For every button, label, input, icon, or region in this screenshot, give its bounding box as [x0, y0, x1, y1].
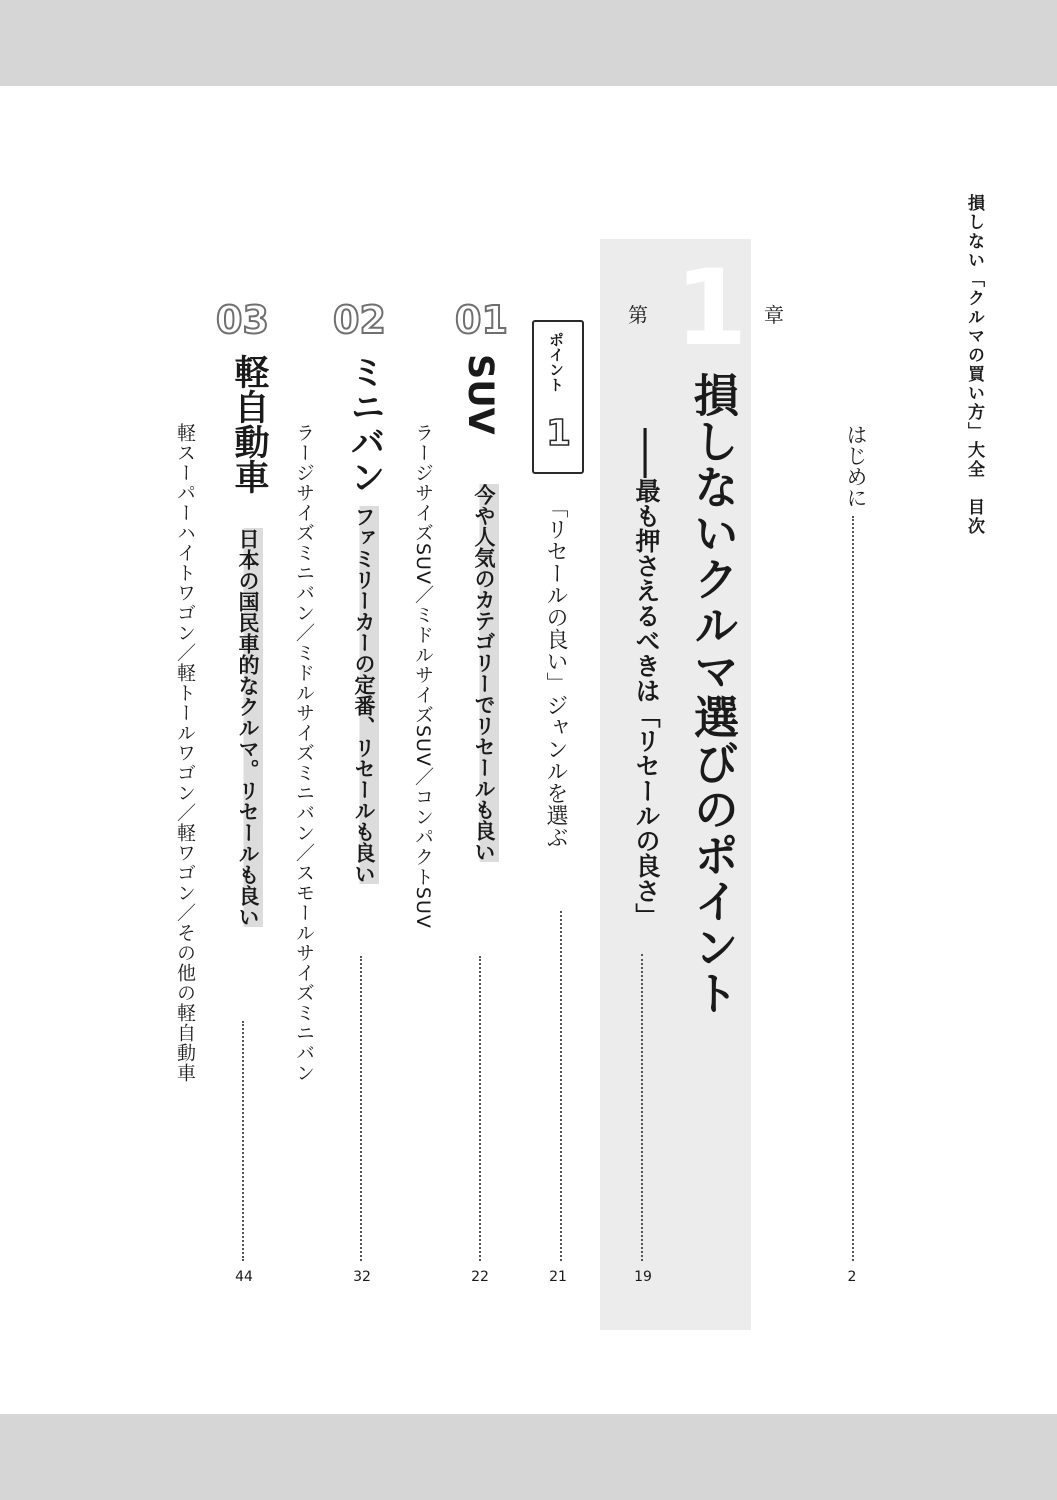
chapter-title[interactable]: 損しないクルマ選びのポイント	[686, 372, 739, 1016]
section-03-leader-dots	[242, 1021, 244, 1261]
chapter-leader-dots	[641, 954, 643, 1261]
point-page[interactable]: 21	[549, 1269, 567, 1285]
chapter-page[interactable]: 19	[634, 1269, 652, 1285]
section-03-tagline: 日本の国民車的なクルマ。リセールも良い	[233, 528, 263, 927]
intro-page[interactable]: 2	[847, 1269, 857, 1285]
section-02-tagline: ファミリーカーの定番、リセールも良い	[349, 506, 379, 884]
section-02-heading[interactable]: ミニバン	[345, 354, 385, 494]
section-03-page[interactable]: 44	[235, 1269, 253, 1285]
point-number: 1	[546, 413, 572, 454]
section-01-number: 01	[455, 298, 508, 342]
point-badge	[532, 320, 584, 474]
chapter-prefix: 第	[628, 303, 648, 327]
point-leader-dots	[560, 911, 562, 1261]
book-title: 損しない「クルマの買い方」大全 目次	[964, 194, 984, 536]
intro-label: はじめに	[844, 424, 868, 508]
section-01-items: ラージサイズSUV／ミドルサイズSUV／コンパクトSUV	[412, 423, 434, 929]
section-02-items: ラージサイズミニバン／ミドルサイズミニバン／スモールサイズミニバン	[293, 423, 315, 1083]
section-02-leader-dots	[360, 956, 362, 1261]
point-label: ポイント	[547, 332, 565, 392]
toc-page	[0, 86, 1057, 1414]
section-01-leader-dots	[479, 956, 481, 1261]
chapter-number: 1	[675, 247, 748, 369]
intro-leader-dots	[852, 516, 854, 1261]
section-03-heading[interactable]: 軽自動車	[229, 354, 269, 494]
chapter-suffix: 章	[764, 303, 784, 327]
section-02-number: 02	[333, 298, 386, 342]
section-01-heading[interactable]: SUV	[460, 354, 500, 435]
section-03-number: 03	[216, 298, 269, 342]
chapter-subtitle: ――最も押さえるべきは「リセールの良さ」	[632, 428, 661, 928]
section-03-items: 軽スーパーハイトワゴン／軽トールワゴン／軽ワゴン／その他の軽自動車	[174, 423, 196, 1083]
point-title[interactable]: 「リセールの良い」ジャンルを選ぶ	[543, 496, 568, 848]
section-01-tagline: 今や人気のカテゴリーでリセールも良い	[469, 484, 499, 862]
section-01-page[interactable]: 22	[471, 1269, 489, 1285]
section-02-page[interactable]: 32	[353, 1269, 371, 1285]
